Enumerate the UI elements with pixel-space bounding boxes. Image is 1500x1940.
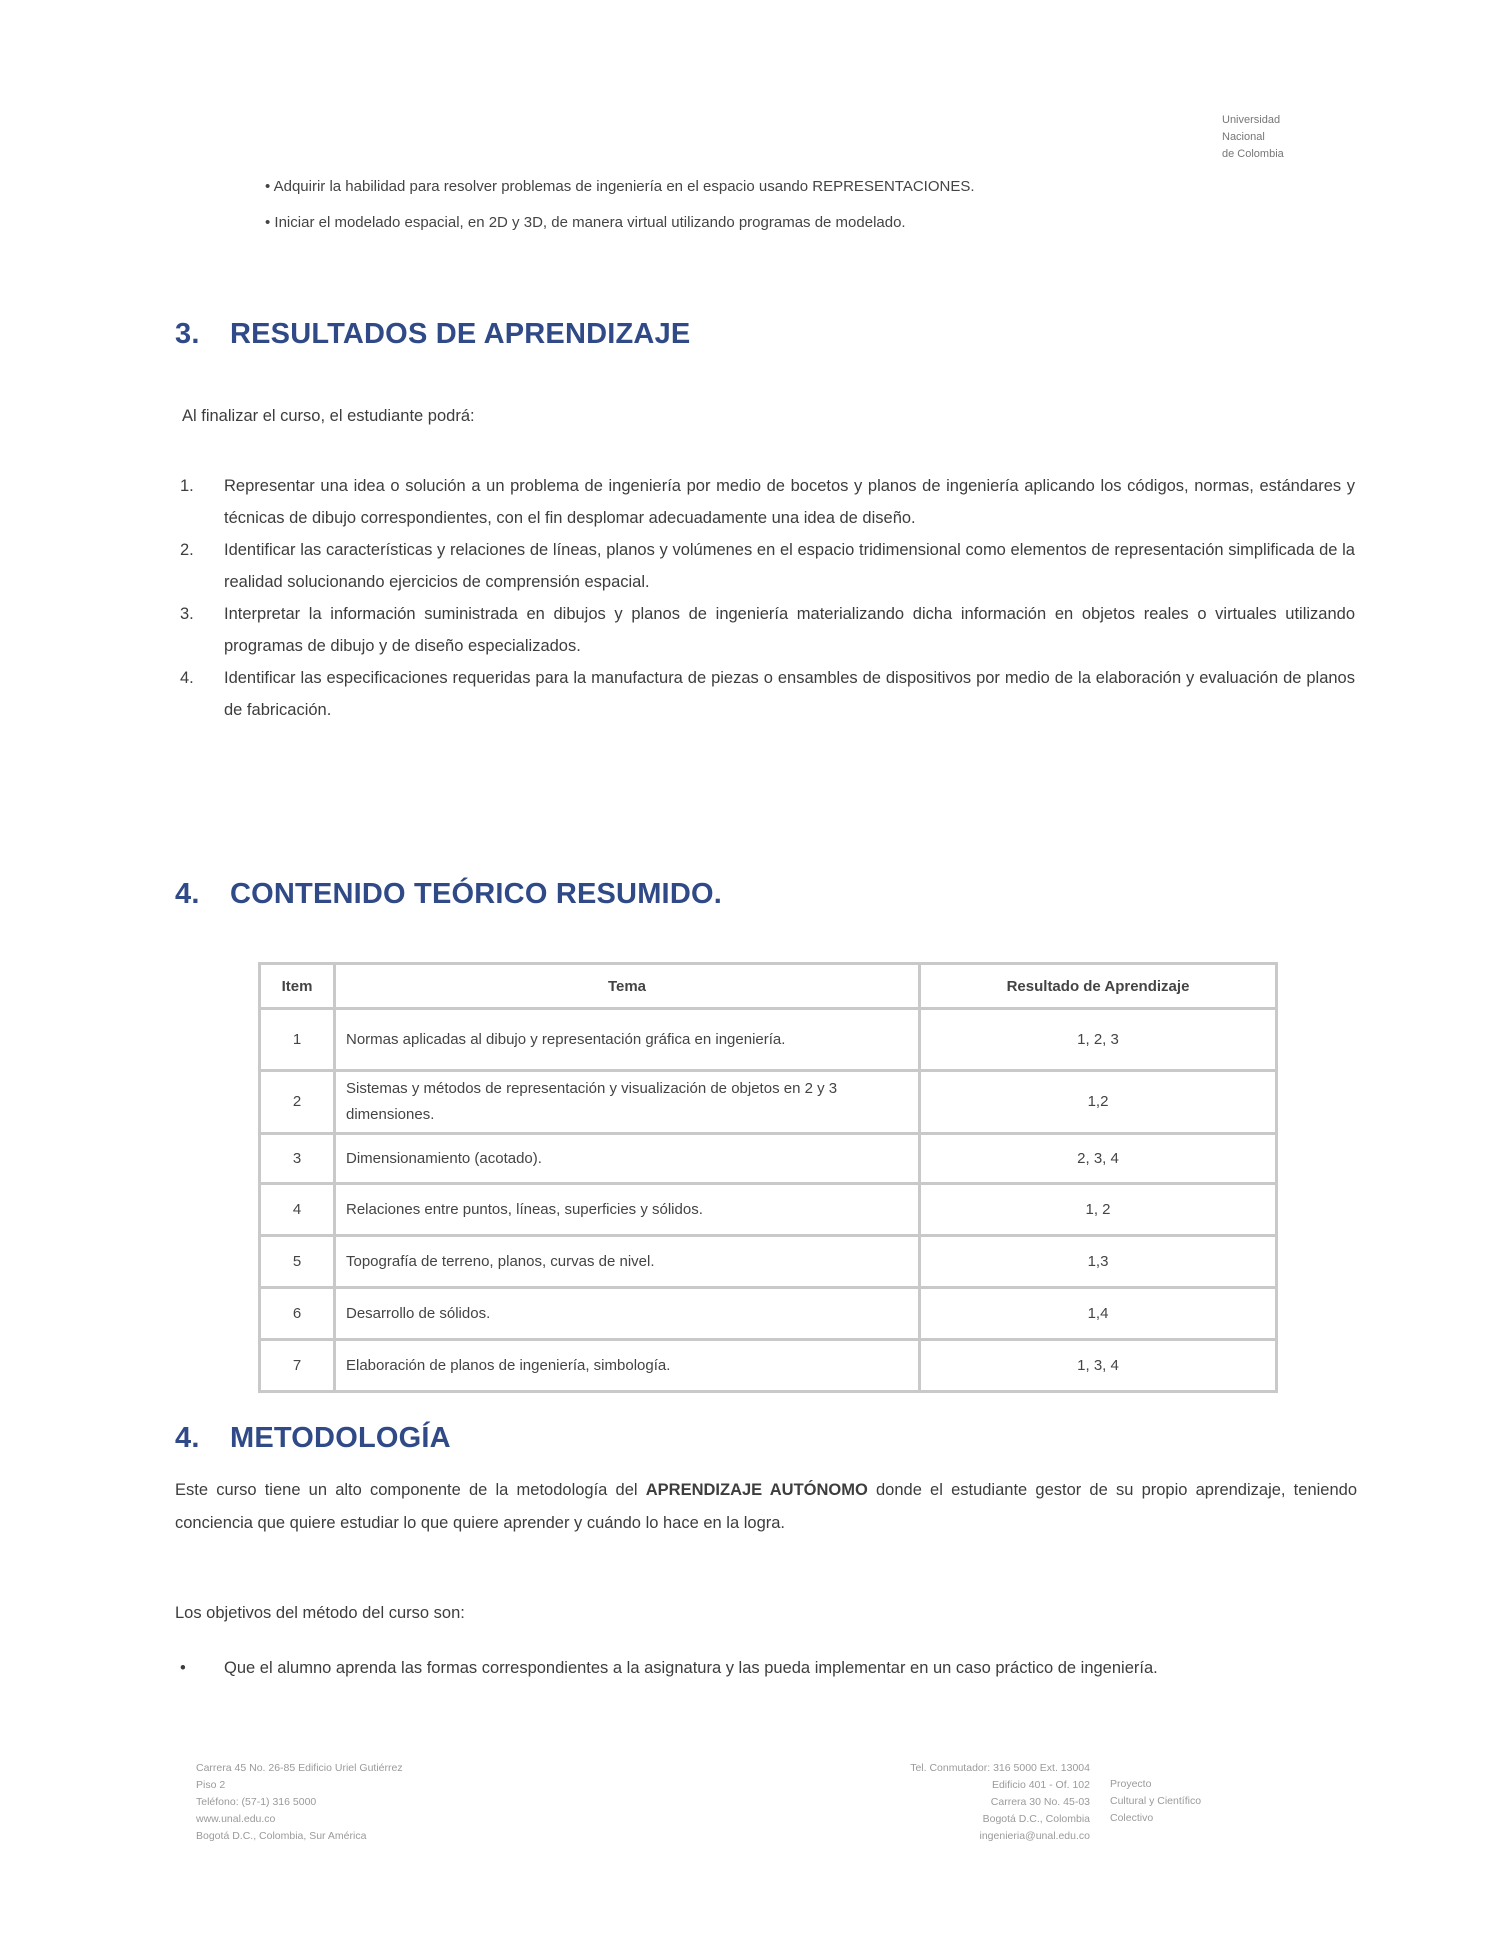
header-tema: Tema: [335, 964, 920, 1009]
list-item: 4. Identificar las especificaciones requeridas para la manufactura de piezas o ensambles de dispositivos por medio de la elaboración y evaluación de planos de fabricación.: [180, 669, 1355, 719]
methodology-paragraph: Este curso tiene un alto componente de la metodología del APRENDIZAJE AUTÓNOMO donde el estudiante gestor de su propio aprendizaje, teniendo conciencia que quiere estudiar lo que quiere aprender y cuándo lo hace en la logra.: [175, 1481, 1357, 1532]
table-row: 7 Elaboración de planos de ingeniería, simbología. 1, 3, 4: [260, 1340, 1277, 1392]
table-row: 2 Sistemas y métodos de representación y visualización de objetos en 2 y 3 dimensiones. 1,2: [260, 1071, 1277, 1134]
table-row: 6 Desarrollo de sólidos. 1,4: [260, 1288, 1277, 1340]
list-item: 1. Representar una idea o solución a un problema de ingeniería por medio de bocetos y planos de ingeniería aplicando los códigos, normas, estándares y técnicas de dibujo correspondientes, con el fin desplomar adecuadamente una idea de diseño.: [180, 477, 1355, 527]
table-row: 5 Topografía de terreno, planos, curvas de nivel. 1,3: [260, 1236, 1277, 1288]
emphasis-text: APRENDIZAJE AUTÓNOMO: [645, 1481, 868, 1499]
section-heading-contenido: 4. CONTENIDO TEÓRICO RESUMIDO.: [175, 878, 722, 910]
header-item: Item: [260, 964, 335, 1009]
table-row: 1 Normas aplicadas al dibujo y representación gráfica en ingeniería. 1, 2, 3: [260, 1009, 1277, 1071]
learning-outcomes-list: [180, 470, 1355, 726]
section-heading-metodologia: 4. METODOLOGÍA: [175, 1422, 451, 1454]
section-heading-resultados: 3. RESULTADOS DE APRENDIZAJE: [175, 318, 691, 350]
bullet-item: • Que el alumno aprenda las formas correspondientes a la asignatura y las pueda implementar en un caso práctico de ingeniería.: [180, 1659, 1158, 1677]
objective-item: • Iniciar el modelado espacial, en 2D y 3D, de manera virtual utilizando programas de modelado.: [265, 214, 906, 231]
logo-line: Nacional: [1222, 131, 1265, 143]
list-item: 3. Interpretar la información suministrada en dibujos y planos de ingeniería materializando dicha información en objetos reales o virtuales utilizando programas de dibujo y de diseño especializados.: [180, 605, 1355, 655]
logo-line: Universidad: [1222, 114, 1281, 126]
logo-line: de Colombia: [1222, 148, 1284, 160]
footer-left: Carrera 45 No. 26-85 Edificio Uriel Gutiérrez Piso 2 Teléfono: (57-1) 316 5000 www.unal.edu.co Bogotá D.C., Colombia, Sur América: [196, 1762, 403, 1842]
footer-middle: Tel. Conmutador: 316 5000 Ext. 13004 Edificio 401 - Of. 102 Carrera 30 No. 45-03 Bogotá D.C., Colombia ingenieria@unal.edu.co: [910, 1762, 1090, 1842]
header-resultado: Resultado de Aprendizaje: [920, 964, 1277, 1009]
table-row: 3 Dimensionamiento (acotado). 2, 3, 4: [260, 1134, 1277, 1184]
objective-item: • Adquirir la habilidad para resolver problemas de ingeniería en el espacio usando REPRESENTACIONES.: [265, 178, 975, 195]
table-row: 4 Relaciones entre puntos, líneas, superficies y sólidos. 1, 2: [260, 1184, 1277, 1236]
objectives-label: Los objetivos del método del curso son:: [175, 1604, 465, 1622]
section-intro: Al finalizar el curso, el estudiante podrá:: [182, 407, 475, 425]
footer-right: Proyecto Cultural y Científico Colectivo: [1110, 1778, 1202, 1824]
content-table: [258, 962, 1278, 1393]
list-item: 2. Identificar las características y relaciones de líneas, planos y volúmenes en el espacio tridimensional como elementos de representación simplificada de la realidad solucionando ejercicios de comprensión espacial.: [180, 541, 1355, 591]
university-logo: [1222, 112, 1332, 163]
table-header-row: [260, 964, 1277, 1009]
